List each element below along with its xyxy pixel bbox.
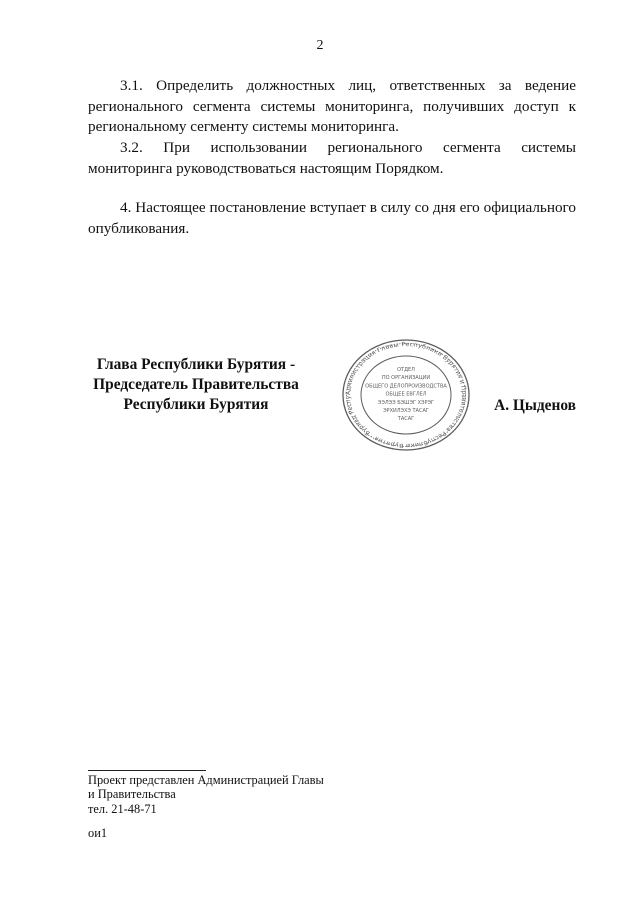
paragraph-3-1: 3.1. Определить должностных лиц, ответственных за ведение регионального сегмента системы мониторинга, получивших доступ к региональному сегменту системы мониторинга. bbox=[88, 77, 576, 136]
signatory-title bbox=[88, 355, 304, 415]
seal-center-line: ЭРХИЛЭХЭ ТАСАГ bbox=[383, 408, 429, 414]
footnote bbox=[88, 773, 324, 816]
footnote-line-2: и Правительства bbox=[88, 787, 176, 802]
seal-ring-text: Администрация Главы Республики Бурятия и Правительства Республики Бурятия · Буряад Респу bbox=[344, 341, 468, 449]
footnote-line-3: тел. 21-48-71 bbox=[88, 801, 157, 816]
seal-center-line: ОБЩЕЕ ЕВГЛЕЛ bbox=[385, 391, 427, 398]
seal-graphic bbox=[338, 338, 474, 452]
seal-center-line: ОБЩЕГО ДЕЛОПРОИЗВОДСТВА bbox=[365, 383, 447, 390]
paragraph-4: 4. Настоящее постановление вступает в силу со дня его официального опубликования. bbox=[88, 199, 576, 237]
seal-center-line: ТАСАГ bbox=[397, 416, 415, 423]
official-seal bbox=[338, 338, 474, 452]
footnote-divider bbox=[88, 770, 206, 771]
page-number: 2 bbox=[316, 38, 324, 53]
document-code-mark: ои1 bbox=[88, 826, 108, 840]
seal-center-line: ЭЭЛЭЭ БЭШЭГ ХЭРЭГ bbox=[377, 399, 435, 406]
footnote-line-1: Проект представлен Администрацией Главы bbox=[88, 773, 324, 787]
signatory-title-line-2: Председатель Правительства bbox=[93, 376, 299, 393]
seal-center-line: ОТДЕЛ bbox=[397, 367, 415, 373]
signatory-name: А. Цыденов bbox=[494, 397, 576, 414]
signatory-title-line-3: Республики Бурятия bbox=[123, 396, 269, 413]
seal-center-line: ПО ОРГАНИЗАЦИИ bbox=[381, 375, 431, 382]
signatory-title-line-1: Глава Республики Бурятия - bbox=[96, 356, 296, 373]
paragraph-3-2: 3.2. При использовании регионального сегмента системы мониторинга руководствоваться настоящим Порядком. bbox=[88, 139, 576, 177]
